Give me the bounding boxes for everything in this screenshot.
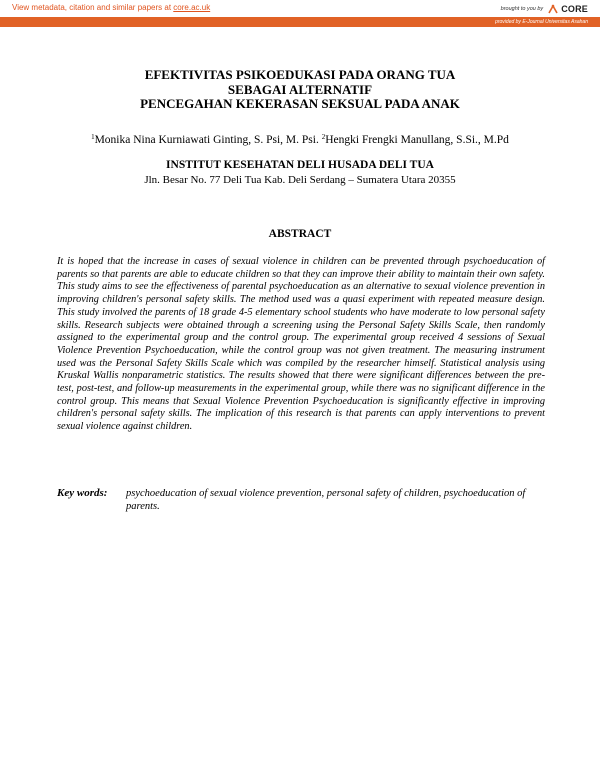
core-brand[interactable] (501, 3, 588, 15)
core-header-bar (0, 0, 600, 17)
institution-address: Jln. Besar No. 77 Deli Tua Kab. Deli Serdang – Sumatera Utara 20355 (144, 174, 456, 186)
institution: INSTITUT KESEHATAN DELI HUSADA DELI TUA (166, 159, 434, 171)
provider-text: provided by E-Journal Universitas Asahan (495, 18, 588, 25)
keywords-text: psychoeducation of sexual violence prevention, personal safety of children, psychoeducation of parents. (126, 488, 526, 512)
author-1-name: Monika Nina Kurniawati Ginting, S. Psi, M. Psi. (94, 134, 319, 146)
core-brand-name: CORE (561, 4, 588, 14)
core-metadata-link[interactable] (12, 3, 210, 12)
core-link-prefix: View metadata, citation and similar papers at (12, 3, 174, 12)
brought-by-text: brought to you by (500, 6, 544, 12)
provider-strip (0, 17, 600, 27)
paper-title-line-1: EFEKTIVITAS PSIKOEDUKASI PADA ORANG TUA (144, 67, 456, 82)
core-logo-icon (547, 3, 559, 15)
author-1-mark: 1 (91, 133, 95, 141)
core-link-domain[interactable]: core.ac.uk (173, 3, 211, 12)
author-line (0, 133, 600, 146)
abstract-body: It is hoped that the increase in cases of sexual violence in children can be prevented through psychoeducation of parents so that parents are able to educate children so that they can improve their ability to maintain their own safety. This study aims to see the effectiveness of parental psychoeducation as an alternative to sexual violence prevention in improving children's personal safety skills. The method used was a quasi experiment with repeated measure design. This study involved the parents of 18 grade 4-5 elementary school students who have moderate to low personal safety skills. Research subjects were obtained through a screening using the Personal Safety Skills Scale, then randomly assigned to the experimental group and the control group. The experimental group received 4 sessions of Sexual Violence Prevention Psychoeducation, while the control group was not given treatment. The measuring instrument used was the Personal Safety Skills Scale which was compiled by the researcher himself. Statistical analysis using Kruskal Wallis nonparametric statistics. The results showed that there were significant differences between the pre-test, post-test, and follow-up measurements in the experimental group, while there was no significant difference in the control group. This means that Sexual Violence Prevention Psychoeducation is significantly effective in improving children's personal safety skills. The implication of this research is that parents can apply interventions to prevent sexual violence against children. (57, 256, 545, 433)
paper-title-line-2: SEBAGAI ALTERNATIF (227, 81, 373, 97)
keywords-label: Key words: (57, 487, 108, 499)
author-2-mark: 2 (321, 133, 326, 141)
abstract-heading: ABSTRACT (268, 228, 332, 240)
author-2-name: Hengki Frengki Manullang, S.Si., M.Pd (325, 134, 509, 146)
paper-title-line-3: PENCEGAHAN KEKERASAN SEKSUAL PADA ANAK (140, 96, 460, 111)
